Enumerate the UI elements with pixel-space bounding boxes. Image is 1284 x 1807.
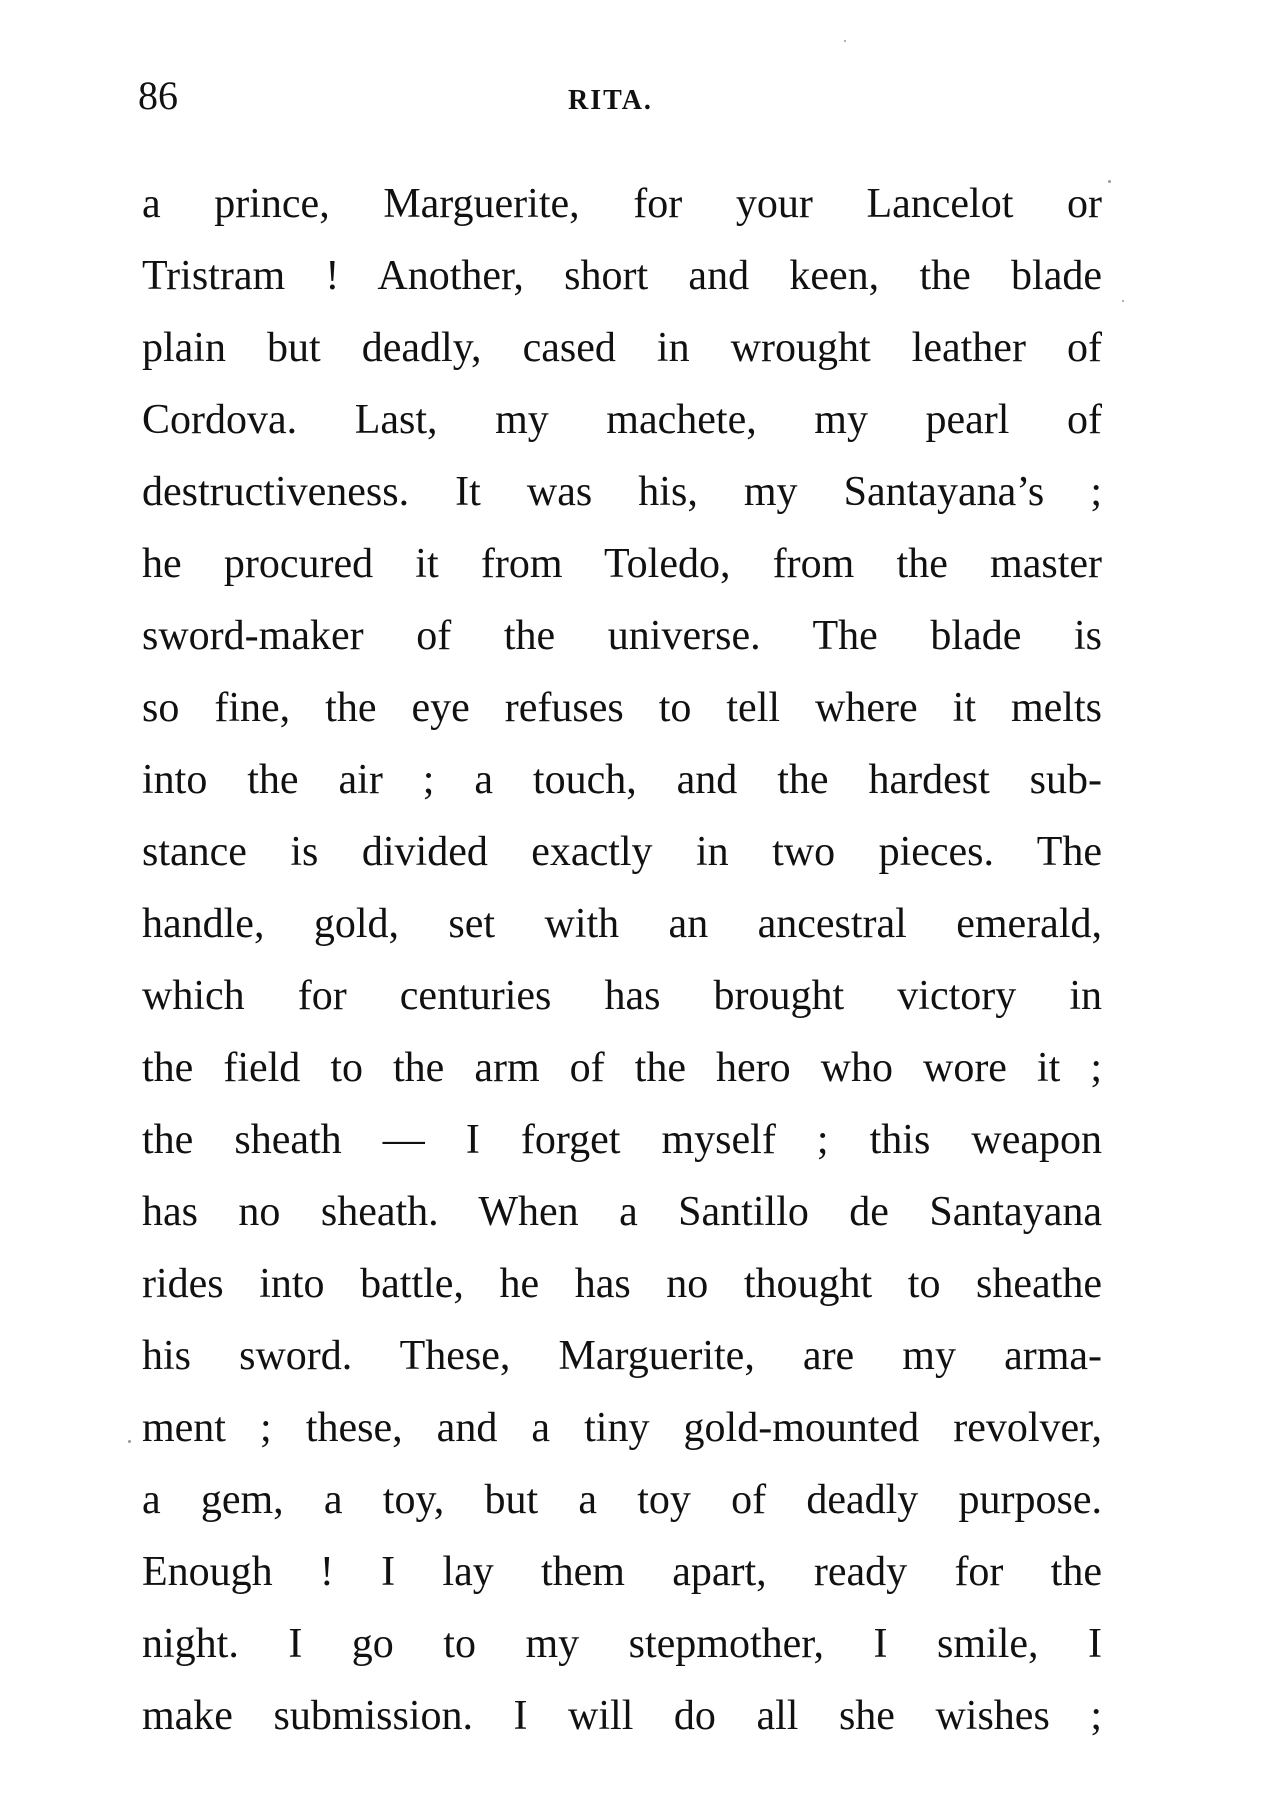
text-line: ment ; these, and a tiny gold-mounted revolver,	[142, 1405, 1102, 1451]
text-line: Tristram ! Another, short and keen, the blade	[142, 253, 1102, 299]
page-header	[138, 68, 1098, 128]
text-line: handle, gold, set with an ancestral emerald,	[142, 901, 1102, 947]
text-line: sword-maker of the universe. The blade is	[142, 613, 1102, 659]
text-line: plain but deadly, cased in wrought leather of	[142, 325, 1102, 371]
text-line: which for centuries has brought victory in	[142, 973, 1102, 1019]
print-speck	[1108, 180, 1111, 183]
text-line: into the air ; a touch, and the hardest sub-	[142, 757, 1102, 803]
text-line: night. I go to my stepmother, I smile, I	[142, 1621, 1102, 1667]
text-line: has no sheath. When a Santillo de Santayana	[142, 1189, 1102, 1235]
text-line: make submission. I will do all she wishes ;	[142, 1693, 1102, 1739]
text-line: destructiveness. It was his, my Santayana’s ;	[142, 469, 1102, 515]
print-speck	[844, 40, 846, 42]
text-line: so fine, the eye refuses to tell where it melts	[142, 685, 1102, 731]
text-line: the field to the arm of the hero who wore it ;	[142, 1045, 1102, 1091]
text-line: a gem, a toy, but a toy of deadly purpose.	[142, 1477, 1102, 1523]
text-line: Cordova. Last, my machete, my pearl of	[142, 397, 1102, 443]
text-line: he procured it from Toledo, from the master	[142, 541, 1102, 587]
text-line: the sheath — I forget myself ; this weapon	[142, 1117, 1102, 1163]
text-line: a prince, Marguerite, for your Lancelot or	[142, 181, 1102, 227]
text-line: Enough ! I lay them apart, ready for the	[142, 1549, 1102, 1595]
text-line: his sword. These, Marguerite, are my arma-	[142, 1333, 1102, 1379]
text-line: stance is divided exactly in two pieces. The	[142, 829, 1102, 875]
running-title: RITA.	[568, 85, 653, 116]
text-line: rides into battle, he has no thought to sheathe	[142, 1261, 1102, 1307]
body-text	[142, 168, 1102, 1752]
print-speck	[128, 1440, 131, 1443]
page-number: 86	[138, 73, 178, 118]
print-speck	[1122, 300, 1124, 302]
